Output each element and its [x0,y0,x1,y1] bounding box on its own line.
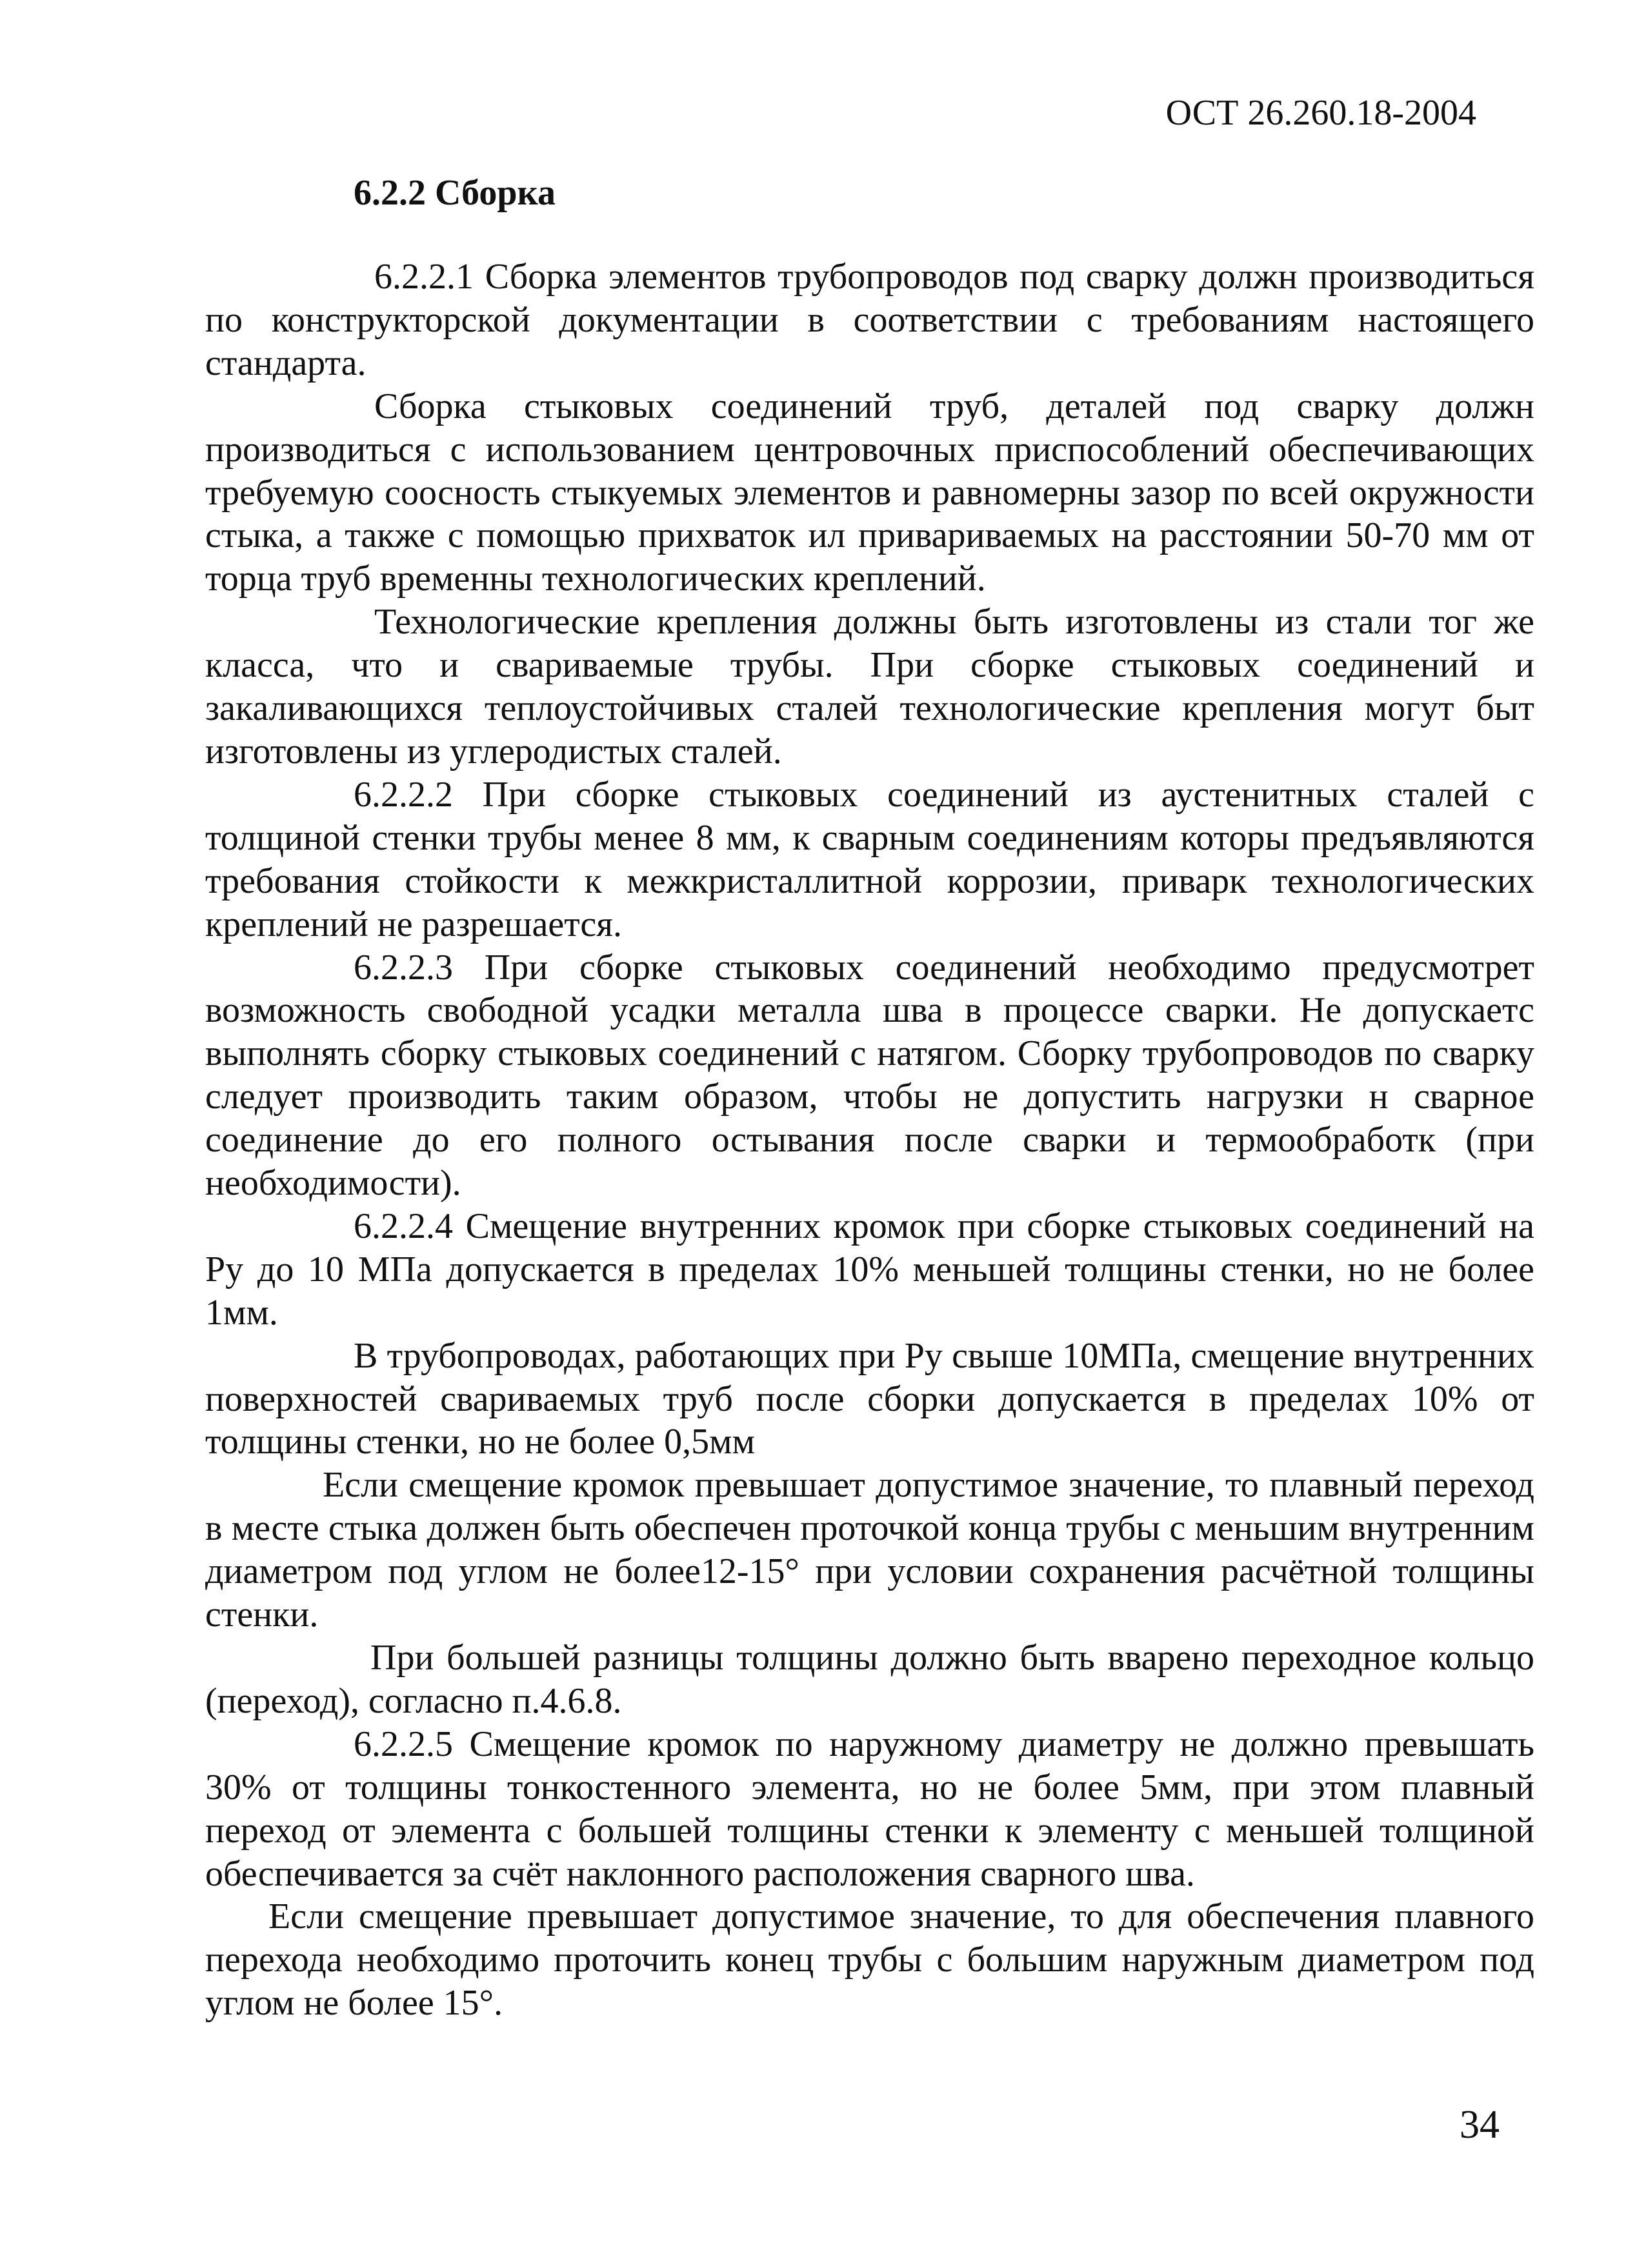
paragraph-smooth-transition: Если смещение кромок превышает допустимое значение, то плавный переход в месте стыка должен быть обеспечен проточкой конца трубы с меньшим внутренним диаметром под углом не более12-15° при условии сохранения расчётной толщины стенки. [205,1465,1534,1635]
paragraph-joint-assembly: Сборка стыковых соединений труб, деталей под сварку должн производиться с использованием центровочных приспособлений обеспечивающих требуемую соосность стыкуемых элементов и равномерны зазор по всей окружности стыка, а также с помощью прихваток ил привариваемых на расстоянии 50-70 мм от торца труб временны технологических креплений. [205,386,1534,599]
paragraph-6-2-2-4: 6.2.2.4 Смещение внутренних кромок при сборке стыковых соединений на Ру до 10 МПа допускается в пределах 10% меньшей толщины стенки, но не более 1мм. [205,1206,1534,1333]
section-title: 6.2.2 Сборка [354,173,556,213]
paragraph-technological-fixtures: Технологические крепления должны быть изготовлены из стали тог же класса, что и свариваемые трубы. При сборке стыковых соединений и закаливающихся теплоустойчивых сталей технологические крепления могут быт изготовлены из углеродистых сталей. [205,602,1534,771]
body-text [205,255,1534,2025]
paragraph-6-2-2-1: 6.2.2.1 Сборка элементов трубопроводов под сварку должн производиться по конструкторской документации в соответствии с требованиям настоящего стандарта. [205,257,1534,383]
paragraph-transition-ring: При большей разницы толщины должно быть вварено переходное кольцо (переход), согласно п.4.6.8. [205,1638,1534,1721]
paragraph-6-2-2-3: 6.2.2.3 При сборке стыковых соединений необходимо предусмотрет возможность свободной усадки металла шва в процессе сварки. Не допускаетс выполнять сборку стыковых соединений с натягом. Сборку трубопроводов по сварку следует производить таким образом, чтобы не допустить нагрузки н сварное соединение до его полного остывания после сварки и термообработк (при необходимости). [205,947,1534,1204]
page-number: 34 [1460,2103,1500,2147]
paragraph-high-pressure-offset: В трубопроводах, работающих при Ру свыше 10МПа, смещение внутренних поверхностей свариваемых труб после сборки допускается в пределах 10% от толщины стенки, но не более 0,5мм [205,1335,1534,1462]
document-code: ОСТ 26.260.18-2004 [1165,93,1476,133]
paragraph-6-2-2-2: 6.2.2.2 При сборке стыковых соединений из аустенитных сталей с толщиной стенки трубы менее 8 мм, к сварным соединениям которы предъявляются требования стойкости к межкристаллитной коррозии, приварк технологических креплений не разрешается. [205,774,1534,944]
paragraph-outer-diameter-transition: Если смещение превышает допустимое значение, то для обеспечения плавного перехода необходимо проточить конец трубы с большим наружным диаметром под углом не более 15°. [205,1896,1534,2024]
paragraph-6-2-2-5: 6.2.2.5 Смещение кромок по наружному диаметру не должно превышать 30% от толщины тонкостенного элемента, но не более 5мм, при этом плавный переход от элемента с большей толщины стенки к элементу с меньшей толщиной обеспечивается за счёт наклонного расположения сварного шва. [205,1724,1534,1894]
